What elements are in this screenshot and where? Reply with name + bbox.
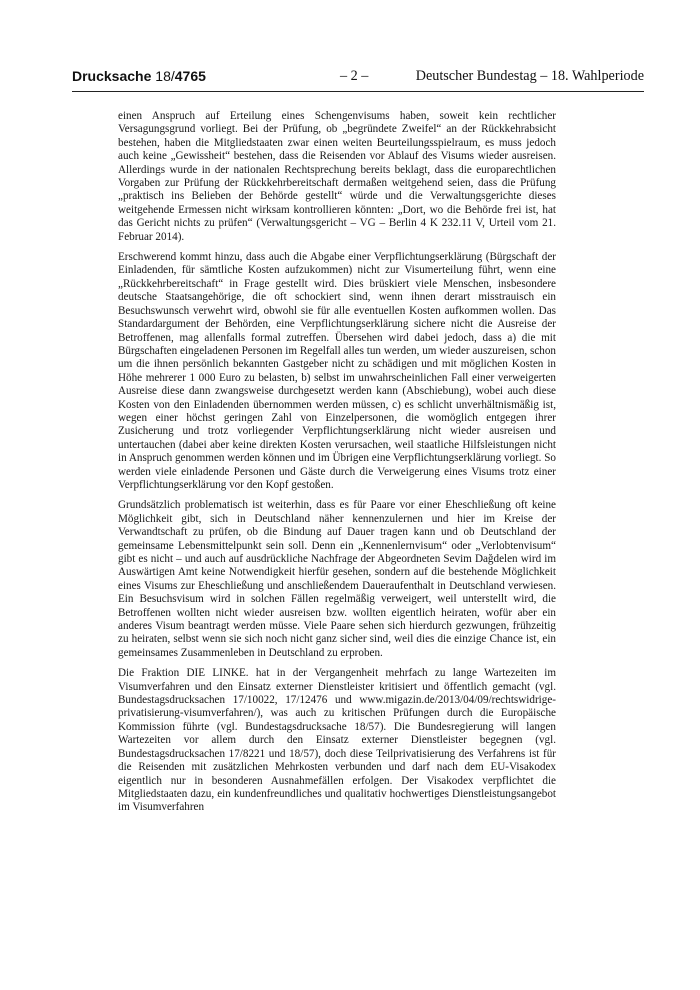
page-header (72, 68, 644, 88)
header-rule (72, 91, 644, 92)
paragraph: einen Anspruch auf Erteilung eines Schengenvisums haben, soweit kein rechtlicher Versagungsgrund vorliegt. Bei der Prüfung, ob „begründete Zweifel“ an der Rückkehrabsicht bestehen, haben die Mitgliedstaaten zwar einen weiten Beurteilungsspielraum, es muss jedoch auch keine „Gewissheit“ bestehen, dass die Reisenden vor Ablauf des Visums wieder ausreisen. Allerdings wurde in der nationalen Rechtsprechung bereits beklagt, dass die europarechtlichen Vorgaben zur Prüfung der Rückkehrbereitschaft dermaßen weitgehend seien, dass die Prüfung „praktisch ins Belieben der Behörde gestellt“ würde und die Verwaltungsgerichte dieses weitgehende Ermessen nicht wirksam kontrollieren könnten: „Dort, wo die Behörde frei ist, hat das Gericht nichts zu prüfen“ (Verwaltungsgericht – VG – Berlin 4 K 232.11 V, Urteil vom 21. Februar 2014). (118, 110, 556, 243)
document-number (72, 68, 206, 84)
body-text (118, 110, 556, 822)
document-number-main: 4765 (174, 68, 206, 84)
page-number: – 2 – (340, 68, 369, 84)
document-number-word: Drucksache (72, 68, 152, 84)
paragraph: Erschwerend kommt hinzu, dass auch die Abgabe einer Verpflichtungserklärung (Bürgschaft der Einladenden, für sämtliche Kosten aufzukommen) nicht zur Visumerteilung führt, wenn eine „Rückkehrbereitschaft“ in Frage gestellt wird. Dies brüskiert viele Menschen, insbesondere deutsche Staatsangehörige, die oft schockiert sind, wenn ihnen derart misstrauisch ein Besuchswunsch verwehrt wird, obwohl sie für alle eventuellen Kosten aufkommen wollen. Das Standardargument der Behörden, eine Verpflichtungserklärung sichere nicht die Ausreise der Betroffenen, mag allenfalls formal zutreffen. Übersehen wird dabei jedoch, dass a) die mit Bürgschaften eingeladenen Personen im Regelfall alles tun werden, um wieder auszureisen, schon um die ihnen persönlich bekannten Gastgeber nicht zu schädigen und mit möglichen Kosten in Höhe mehrerer 1 000 Euro zu belasten, b) selbst im unwahrscheinlichen Fall einer verweigerten Ausreise diese dann zwangsweise durchgesetzt werden kann (Abschiebung), wobei auch diese Kosten von den Einladenden übernommen werden müssen, c) es schlicht unverhältnismäßig ist, wegen einer höchst geringen Zahl von Einzelpersonen, die womöglich entgegen ihrer Zusicherung und trotz vorliegender Verpflichtungserklärung nicht wieder ausreisen und untertauchen (dabei aber keine direkten Kosten verursachen, weil staatliche Hilfsleistungen nicht in Anspruch genommen werden können und im Übrigen eine Verpflichtungserklärung vorliegt. So werden viele einladende Personen und Gäste durch die Verweigerung eines Visums trotz einer Verpflichtungserklärung vor den Kopf gestoßen. (118, 251, 556, 491)
paragraph: Grundsätzlich problematisch ist weiterhin, dass es für Paare vor einer Eheschließung oft keine Möglichkeit gibt, sich in Deutschland näher kennenzulernen und hier im Kreise der Verwandtschaft zu prüfen, ob die Bindung auf Dauer tragen kann und ob Deutschland der gemeinsame Lebensmittelpunkt sein soll. Denn ein „Kennenlernvisum“ oder „Verlobtenvisum“ gibt es nicht – und auch auf ausdrückliche Nachfrage der Abgeordneten Sevim Dağdelen wird im Auswärtigen Amt keine Notwendigkeit hierfür gesehen, sondern auf die bestehende Möglichkeit eines Visums zur Eheschließung und anschließendem Daueraufenthalt in Deutschland verwiesen. Ein Besuchsvisum wird in solchen Fällen regelmäßig verweigert, weil unterstellt wird, die Betroffenen wollten nicht wieder ausreisen bzw. wollten eigentlich heiraten, wofür aber ein anderes Visum beantragt werden müsse. Viele Paare sehen sich hierdurch gezwungen, frühzeitig zu heiraten, selbst wenn sie sich noch nicht ganz sicher sind, weil dies die einzige Chance ist, ein gemeinsames Zusammenleben in Deutschland zu erproben. (118, 499, 556, 659)
paragraph: Die Fraktion DIE LINKE. hat in der Vergangenheit mehrfach zu lange Wartezeiten im Visumverfahren und den Einsatz externer Dienstleister kritisiert und öffentlich gemacht (vgl. Bundestagsdrucksachen 17/10022, 17/12476 und www.migazin.de/2013/04/09/rechtswidrige-privatisierung-visumverfahren/), was auch zu kritischen Prüfungen durch die Europäische Kommission führte (vgl. Bundestagsdrucksache 18/57). Die Bundesregierung will langen Wartezeiten vor allem durch den Einsatz externer Dienstleister begegnen (vgl. Bundestagsdrucksachen 17/8221 und 18/57), doch diese Teilprivatisierung des Verfahrens ist für die Reisenden mit zusätzlichen Mehrkosten verbunden und darf nach dem EU-Visakodex eigentlich nur in besonderen Ausnahmefällen erfolgen. Der Visakodex verpflichtet die Mitgliedstaaten dazu, ein kundenfreundliches und qualitativ hochwertiges Dienstleistungsangebot im Visumverfahren (118, 667, 556, 814)
issuer-label: Deutscher Bundestag – 18. Wahlperiode (415, 68, 644, 84)
document-number-prefix: 18/ (155, 68, 175, 84)
